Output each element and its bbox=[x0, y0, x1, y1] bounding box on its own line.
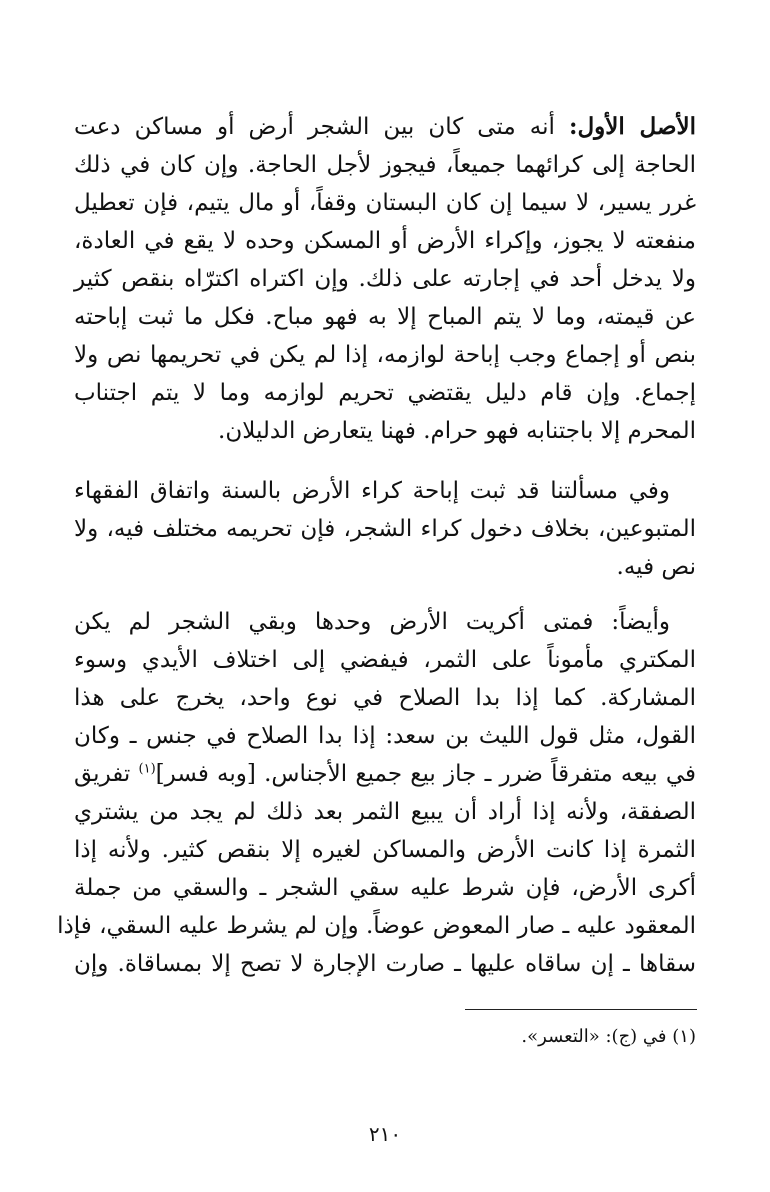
text-line: الثمرة إذا كانت الأرض والمساكن لغيره إلا بنقص كثير. ولأنه إذا bbox=[74, 837, 696, 863]
text-line: وأيضاً: فمتى أكريت الأرض وحدها وبقي الشجر لم يكن bbox=[74, 609, 670, 635]
text-line: منفعته لا يجوز، وإكراء الأرض أو المسكن وحده لا يقع في العادة، bbox=[74, 228, 696, 254]
text-line: المشاركة. كما إذا بدا الصلاح في نوع واحد، يخرج على هذا bbox=[74, 685, 696, 711]
section-lead: الأصل الأول: bbox=[568, 113, 697, 140]
paragraph-2 bbox=[74, 472, 696, 586]
text-line: وفي مسألتنا قد ثبت إباحة كراء الأرض بالسنة واتفاق الفقهاء bbox=[74, 478, 670, 504]
text-line: أكرى الأرض، فإن شرط عليه سقي الشجر ـ والسقي من جملة bbox=[74, 875, 696, 901]
line-text: تفريق bbox=[74, 761, 131, 787]
text-line: ولا يدخل أحد في إجارته على ذلك. وإن اكتراه اكترّاه بنقص كثير bbox=[74, 266, 696, 292]
text-line: عن قيمته، وما لا يتم المباح إلا به فهو مباح. فكل ما ثبت إباحته bbox=[74, 304, 696, 330]
text-line: غرر يسير، لا سيما إن كان البستان وقفاً، أو مال يتيم، فإن تعطيل bbox=[74, 190, 696, 216]
text-line: الحاجة إلى كرائهما جميعاً، فيجوز لأجل الحاجة. وإن كان في ذلك bbox=[74, 152, 696, 178]
footnote-divider bbox=[465, 1009, 697, 1010]
text-line: المعقود عليه ـ صار المعوض عوضاً. وإن لم يشرط عليه السقي، فإذا bbox=[57, 913, 696, 939]
line-text: في بيعه متفرقاً ضرر ـ جاز بيع جميع الأجناس. [وبه فسر] bbox=[155, 761, 697, 787]
footnote: (١) في (ج): «التعسر». bbox=[521, 1026, 696, 1047]
text-line: القول، مثل قول الليث بن سعد: إذا بدا الصلاح في جنس ـ وكان bbox=[74, 723, 696, 749]
line-text: أنه متى كان بين الشجر أرض أو مساكن دعت bbox=[74, 114, 555, 140]
text-line: سقاها ـ إن ساقاه عليها ـ صارت الإجارة لا تصح إلا بمساقاة. وإن bbox=[74, 951, 696, 977]
text-line: بنص أو إجماع وجب إباحة لوازمه، إذا لم يكن في تحريمها نص ولا bbox=[74, 342, 696, 368]
text-line: المتبوعين، بخلاف دخول كراء الشجر، فإن تحريمه مختلف فيه، ولا bbox=[74, 516, 696, 542]
paragraph-1 bbox=[74, 108, 696, 450]
text-line: المحرم إلا باجتنابه فهو حرام. فهنا يتعارض الدليلان. bbox=[218, 418, 696, 444]
text-line bbox=[74, 108, 696, 146]
text-line: نص فيه. bbox=[616, 554, 696, 580]
footnote-reference[interactable]: (١) bbox=[138, 761, 156, 777]
text-line: المكتري مأموناً على الثمر، فيفضي إلى اختلاف الأيدي وسوء bbox=[74, 647, 696, 673]
page-number: ٢١٠ bbox=[368, 1122, 402, 1146]
text-line: إجماع. وإن قام دليل يقتضي تحريم لوازمه وما لا يتم اجتناب bbox=[74, 380, 696, 406]
text-line: الصفقة، ولأنه إذا أراد أن يبيع الثمر بعد ذلك لم يجد من يشتري bbox=[74, 799, 696, 825]
paragraph-3 bbox=[57, 603, 697, 983]
text-line bbox=[74, 755, 696, 793]
